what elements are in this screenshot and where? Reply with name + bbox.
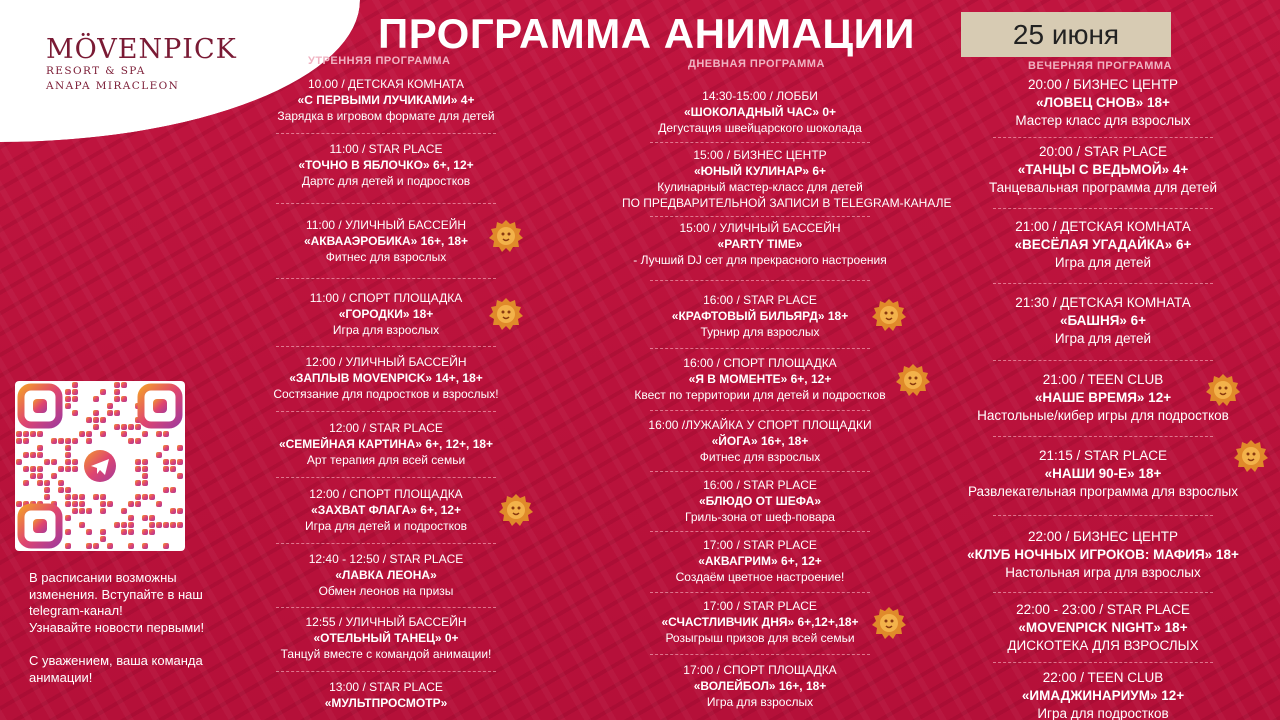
event-time-place: 22:00 - 23:00 / STAR PLACE: [1016, 602, 1190, 617]
event-time-place: 21:00 / ДЕТСКАЯ КОМНАТА: [1015, 219, 1191, 234]
event-separator: [650, 216, 870, 217]
event-time-place: 11:00 / STAR PLACE: [329, 142, 443, 156]
day-event: [622, 598, 898, 646]
event-separator: [276, 278, 496, 279]
event-separator: [650, 471, 870, 472]
day-event: [622, 88, 898, 136]
evening-event: [956, 447, 1250, 501]
brand-line-2: ANAPA MIRACLEON: [46, 80, 180, 92]
event-name: «ЛАВКА ЛЕОНА»: [335, 568, 437, 582]
day-event: [622, 220, 898, 268]
event-time-place: 11:00 / УЛИЧНЫЙ БАССЕЙН: [305, 218, 467, 232]
event-separator: [993, 208, 1213, 209]
morning-event: [248, 354, 524, 402]
event-name: «ЙОГА» 16+, 18+: [711, 434, 809, 448]
event-description: Дартс для детей и подростков: [301, 174, 471, 188]
event-description: Мастер класс для взрослых: [1015, 113, 1191, 128]
event-name: «ЮНЫЙ КУЛИНАР» 6+: [693, 164, 827, 178]
lion-head-icon: [1233, 438, 1269, 474]
event-name: «НАШИ 90-Е» 18+: [1044, 466, 1162, 481]
event-separator: [650, 348, 870, 349]
note-line-1: В расписании возможны: [29, 570, 177, 585]
lion-head-icon: [871, 605, 907, 641]
event-name: «ВОЛЕЙБОЛ» 16+, 18+: [693, 679, 827, 693]
event-separator: [276, 607, 496, 608]
event-description: Танцуй вместе с командой анимации!: [280, 647, 492, 661]
event-description: Создаём цветное настроение!: [675, 570, 845, 584]
event-separator: [276, 671, 496, 672]
event-separator: [993, 283, 1213, 284]
event-name: «БАШНЯ» 6+: [1059, 313, 1147, 328]
event-name: «ТАНЦЫ С ВЕДЬМОЙ» 4+: [1017, 162, 1189, 177]
morning-event: [248, 420, 524, 468]
event-description: Настольные/кибер игры для подростков: [977, 408, 1229, 423]
event-separator: [993, 662, 1213, 663]
evening-event: [956, 669, 1250, 720]
lion-head-icon: [488, 218, 524, 254]
evening-event: [956, 528, 1250, 582]
event-separator: [993, 137, 1213, 138]
day-event: [622, 417, 898, 465]
event-description: Обмен леонов на призы: [318, 584, 454, 598]
event-name: «С ПЕРВЫМИ ЛУЧИКАМИ» 4+: [297, 93, 475, 107]
event-time-place: 22:00 / TEEN CLUB: [1042, 670, 1164, 685]
event-time-place: 22:00 / БИЗНЕС ЦЕНТР: [1028, 529, 1178, 544]
day-event: [622, 662, 898, 710]
event-description: ДИСКОТЕКА ДЛЯ ВЗРОСЛЫХ: [1007, 638, 1199, 653]
event-time-place: 14:30-15:00 / ЛОББИ: [702, 89, 818, 103]
brand-line-1: RESORT & SPA: [46, 65, 146, 77]
event-time-place: 16:00 / STAR PLACE: [703, 293, 817, 307]
day-heading: ДНЕВНАЯ ПРОГРАММА: [688, 58, 825, 70]
event-time-place: 17:00 / STAR PLACE: [703, 599, 817, 613]
day-column: [622, 0, 952, 720]
event-name: «АКВАГРИМ» 6+, 12+: [698, 554, 822, 568]
event-name: «ТОЧНО В ЯБЛОЧКО» 6+, 12+: [298, 158, 474, 172]
event-description: Игра для взрослых: [706, 695, 814, 709]
event-description: Фитнес для взрослых: [325, 250, 447, 264]
morning-event: [248, 217, 524, 265]
event-separator: [650, 592, 870, 593]
date-badge: 25 июня: [961, 12, 1171, 57]
event-name: «PARTY TIME»: [717, 237, 803, 251]
lion-head-icon: [488, 296, 524, 332]
event-time-place: 15:00 / БИЗНЕС ЦЕНТР: [693, 148, 827, 162]
note-line-2: изменения. Вступайте в наш: [29, 586, 203, 602]
event-description: Фитнес для взрослых: [699, 450, 821, 464]
event-separator: [993, 515, 1213, 516]
event-separator: [993, 360, 1213, 361]
day-event: [622, 537, 898, 585]
event-name: «ЗАПЛЫВ MOVENPICK» 14+, 18+: [289, 371, 483, 385]
event-description: Арт терапия для всей семьи: [306, 453, 466, 467]
note-line-5: С уважением, ваша команда: [29, 653, 203, 668]
evening-event: [956, 218, 1250, 272]
lion-head-icon: [895, 362, 931, 398]
event-description: Состязание для подростков и взрослых!: [273, 387, 499, 401]
event-time-place: 15:00 / УЛИЧНЫЙ БАССЕЙН: [679, 221, 841, 235]
event-description: ПО ПРЕДВАРИТЕЛЬНОЙ ЗАПИСИ В TELEGRAM-КАНАЛЕ: [622, 196, 952, 210]
note-line-4: Узнавайте новости первыми!: [29, 619, 205, 635]
day-event: [622, 477, 898, 525]
event-name: «БЛЮДО ОТ ШЕФА»: [698, 494, 822, 508]
event-description: Развлекательная программа для взрослых: [968, 484, 1238, 499]
event-description: Настольная игра для взрослых: [1005, 565, 1201, 580]
event-name: «КРАФТОВЫЙ БИЛЬЯРД» 18+: [671, 309, 849, 323]
evening-event: [956, 76, 1250, 130]
event-description: Кулинарный мастер-класс для детей: [657, 180, 863, 194]
morning-event: [248, 614, 524, 662]
event-time-place: 20:00 / STAR PLACE: [1038, 144, 1168, 159]
event-description: Танцевальная программа для детей: [988, 180, 1218, 195]
morning-event: [248, 486, 524, 534]
event-name: «ИМАДЖИНАРИУМ» 12+: [1021, 688, 1185, 703]
evening-event: [956, 294, 1250, 348]
event-time-place: 21:00 / TEEN CLUB: [1042, 372, 1164, 387]
event-separator: [650, 280, 870, 281]
lion-head-icon: [498, 492, 534, 528]
event-separator: [993, 592, 1213, 593]
event-time-place: 21:30 / ДЕТСКАЯ КОМНАТА: [1015, 295, 1191, 310]
event-separator: [276, 203, 496, 204]
event-separator: [276, 346, 496, 347]
brand-name: MÖVENPICK: [46, 34, 237, 65]
day-event: [622, 292, 898, 340]
event-name: «MOVENPICK NIGHT» 18+: [1018, 620, 1188, 635]
event-separator: [650, 142, 870, 143]
event-description: Игра для детей: [1054, 255, 1152, 270]
event-description: Игра для детей: [1054, 331, 1152, 346]
qr-code-graphic: [15, 381, 185, 551]
lion-head-icon: [871, 297, 907, 333]
event-time-place: 16:00 / STAR PLACE: [703, 478, 817, 492]
event-description: Игра для подростков: [1037, 706, 1169, 720]
event-separator: [650, 410, 870, 411]
event-time-place: 21:15 / STAR PLACE: [1038, 448, 1168, 463]
morning-event: [248, 141, 524, 189]
event-time-place: 10.00 / ДЕТСКАЯ КОМНАТА: [307, 77, 464, 91]
event-name: «ШОКОЛАДНЫЙ ЧАС» 0+: [683, 105, 837, 119]
lion-head-icon: [1205, 372, 1241, 408]
evening-event: [956, 143, 1250, 197]
event-separator: [276, 411, 496, 412]
event-time-place: 17:00 / STAR PLACE: [703, 538, 817, 552]
event-separator: [276, 543, 496, 544]
event-name: «ГОРОДКИ» 18+: [338, 307, 434, 321]
page-title: ПРОГРАММА АНИМАЦИИ: [378, 10, 915, 57]
event-name: «НАШЕ ВРЕМЯ» 12+: [1034, 390, 1172, 405]
event-name: «СЕМЕЙНАЯ КАРТИНА» 6+, 12+, 18+: [278, 437, 494, 451]
note-line-3: telegram-канал!: [29, 603, 123, 618]
event-name: «КЛУБ НОЧНЫХ ИГРОКОВ: МАФИЯ» 18+: [967, 547, 1239, 562]
event-separator: [993, 436, 1213, 437]
morning-event: [248, 76, 524, 124]
telegram-qr-code[interactable]: [15, 381, 185, 551]
evening-column: [956, 0, 1250, 720]
day-event: [622, 355, 898, 403]
event-name: «МУЛЬТПРОСМОТР»: [324, 696, 448, 710]
event-time-place: 20:00 / БИЗНЕС ЦЕНТР: [1028, 77, 1178, 92]
morning-heading: УТРЕННЯЯ ПРОГРАММА: [308, 55, 451, 67]
event-time-place: 16:00 / СПОРТ ПЛОЩАДКА: [683, 356, 837, 370]
event-separator: [650, 654, 870, 655]
event-description: Игра для детей и подростков: [304, 519, 468, 533]
event-name: «ВЕСЁЛАЯ УГАДАЙКА» 6+: [1014, 237, 1192, 252]
event-name: «ОТЕЛЬНЫЙ ТАНЕЦ» 0+: [313, 631, 459, 645]
event-description: Квест по территории для детей и подростков: [634, 388, 886, 402]
event-time-place: 12:40 - 12:50 / STAR PLACE: [308, 552, 464, 566]
info-note: [29, 570, 249, 686]
event-time-place: 12:00 / STAR PLACE: [329, 421, 443, 435]
event-description: Дегустация швейцарского шоколада: [658, 121, 862, 135]
event-time-place: 12:00 / УЛИЧНЫЙ БАССЕЙН: [305, 355, 467, 369]
event-name: «ЗАХВАТ ФЛАГА» 6+, 12+: [311, 503, 461, 517]
morning-event: [248, 290, 524, 338]
morning-event: [248, 679, 524, 711]
hotel-logo: [46, 34, 237, 94]
event-time-place: 12:55 / УЛИЧНЫЙ БАССЕЙН: [305, 615, 467, 629]
event-time-place: 17:00 / СПОРТ ПЛОЩАДКА: [683, 663, 837, 677]
evening-event: [956, 601, 1250, 655]
morning-column: [248, 0, 524, 720]
event-separator: [650, 531, 870, 532]
event-time-place: 13:00 / STAR PLACE: [329, 680, 443, 694]
event-description: Гриль-зона от шеф-повара: [685, 510, 835, 524]
note-line-6: анимации!: [29, 669, 93, 685]
event-time-place: 12:00 / СПОРТ ПЛОЩАДКА: [309, 487, 463, 501]
morning-event: [248, 551, 524, 599]
event-description: Зарядка в игровом формате для детей: [277, 109, 495, 123]
event-name: «Я В МОМЕНТЕ» 6+, 12+: [688, 372, 832, 386]
event-name: «СЧАСТЛИВЧИК ДНЯ» 6+,12+,18+: [661, 615, 859, 629]
event-separator: [276, 133, 496, 134]
evening-heading: ВЕЧЕРНЯЯ ПРОГРАММА: [1028, 60, 1172, 72]
event-description: Турнир для взрослых: [700, 325, 820, 339]
event-time-place: 16:00 /ЛУЖАЙКА У СПОРТ ПЛОЩАДКИ: [648, 418, 872, 432]
event-description: Игра для взрослых: [332, 323, 440, 337]
event-name: «ЛОВЕЦ СНОВ» 18+: [1036, 95, 1170, 110]
event-time-place: 11:00 / СПОРТ ПЛОЩАДКА: [309, 291, 463, 305]
event-description: - Лучший DJ сет для прекрасного настроения: [633, 253, 887, 267]
event-description: Розыгрыш призов для всей семьи: [665, 631, 855, 645]
event-name: «АКВААЭРОБИКА» 16+, 18+: [303, 234, 469, 248]
day-event: [622, 147, 952, 211]
event-separator: [276, 477, 496, 478]
